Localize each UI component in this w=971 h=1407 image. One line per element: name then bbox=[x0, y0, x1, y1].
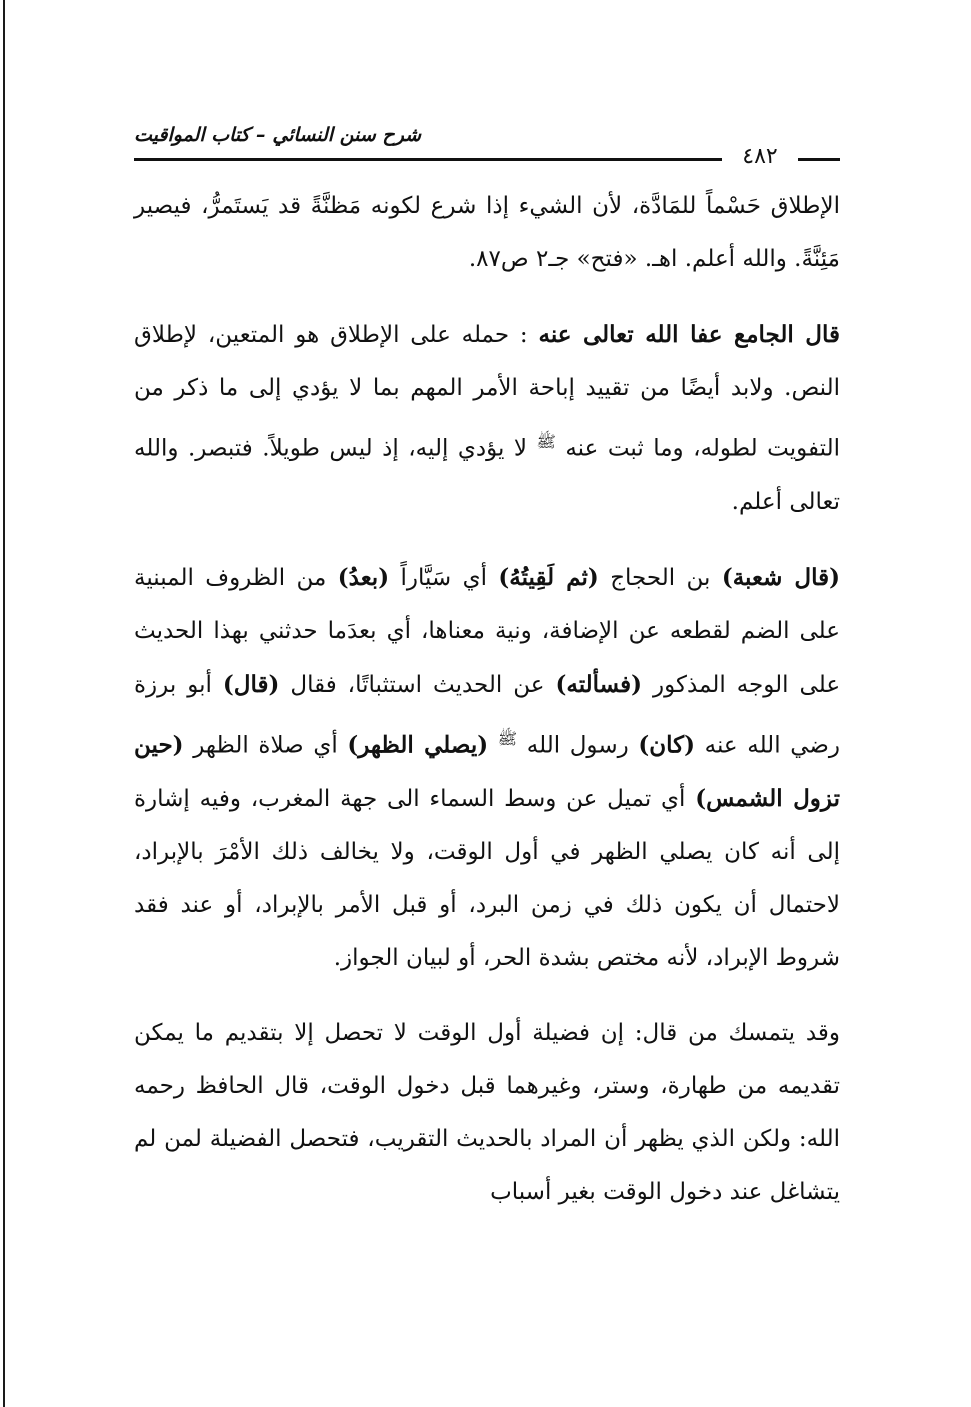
text-run: لا يؤدي إليه، إذ ليس طويلاً. فتبصر. والله تعالى أعلم. bbox=[134, 435, 840, 515]
text-run: : حمله على الإطلاق هو المتعين، لإطلاق النص. ولابد أيضًا من تقييد إباحة الأمر المهم بما لا يؤدي إلى ما ذكر من التفويت لطوله، وما ثبت عنه bbox=[134, 322, 841, 462]
honorific-symbol: ﷺ bbox=[497, 728, 518, 748]
running-title: شرح سنن النسائي – كتاب المواقيت bbox=[134, 124, 422, 146]
paragraph-1 bbox=[134, 180, 840, 286]
quoted-term: (قال شعبة) bbox=[721, 563, 841, 591]
quoted-term: قال الجامع عفا الله تعالى عنه bbox=[538, 321, 841, 348]
quoted-term: (فسألته) bbox=[555, 670, 643, 698]
honorific-symbol: ﷺ bbox=[536, 432, 556, 451]
text-run: وقد يتمسك من قال: إن فضيلة أول الوقت لا تحصل إلا بتقديم ما يمكن تقديمه من طهارة، وستر، وغيرهما قبل دخول الوقت، قال الحافظ رحمه الله: ولكن الذي يظهر أن المراد بالحديث التقريب، فتحصل الفضيلة لمن لم يتشاغل عند دخول الوقت بغير أسباب bbox=[134, 1020, 840, 1206]
text-run: أبو برزة رضي الله عنه bbox=[134, 671, 841, 759]
text-run: رسول الله bbox=[526, 732, 629, 759]
quoted-term: (يصلي الظهر) bbox=[347, 731, 489, 759]
page-number-dash bbox=[798, 158, 840, 161]
quoted-term: (حين تزول الشمس) bbox=[134, 731, 841, 813]
page-number: ٤٨٢ bbox=[742, 144, 778, 169]
paragraph-2 bbox=[134, 308, 840, 529]
text-run: عن الحديث استثباتًا، فقال bbox=[290, 671, 545, 698]
text-run: أي تميل عن وسط السماء الى جهة المغرب، وفيه إشارة إلى أنه كان يصلي الظهر في أول الوقت، ولا يخالف ذلك الأمْرَ بالإبراد، لاحتمال أن يكون ذلك في زمن البرد، أو قبل الأمر بالإبراد، أو عند فقد شروط الإبراد، لأنه مختص بشدة الحر، أو لبيان الجواز. bbox=[134, 786, 840, 972]
paragraph-4 bbox=[134, 1007, 840, 1219]
header-rule bbox=[134, 158, 722, 161]
body-text bbox=[134, 180, 840, 1219]
text-run: أي صلاة الظهر bbox=[193, 732, 338, 759]
text-run: من الظروف المبنية على الضم لقطعه عن الإضافة، ونية معناها، أي بعدَما حدثني بهذا الحديث على الوجه المذكور bbox=[134, 564, 841, 698]
quoted-term: (بعدُ) bbox=[337, 563, 390, 591]
quoted-term: (قال) bbox=[222, 670, 280, 698]
quoted-term: (ثم لَقِيتُهُ) bbox=[498, 563, 599, 591]
page-header bbox=[134, 120, 840, 170]
text-run: الإطلاق حَسْماً للمَادَّة، لأن الشيء إذا شرع لكونه مَظنَّةً قد يَستَمرُّ، فيصير مَئِنَّةً. والله أعلم. اهـ. «فتح» جـ٢ ص٨٧. bbox=[134, 193, 840, 272]
text-run: أي سَيَّاراً bbox=[400, 564, 487, 591]
quoted-term: (كان) bbox=[638, 731, 695, 759]
page-edge-line bbox=[3, 0, 5, 1407]
text-run: بن الحجاج bbox=[610, 564, 711, 591]
paragraph-3 bbox=[134, 551, 840, 986]
